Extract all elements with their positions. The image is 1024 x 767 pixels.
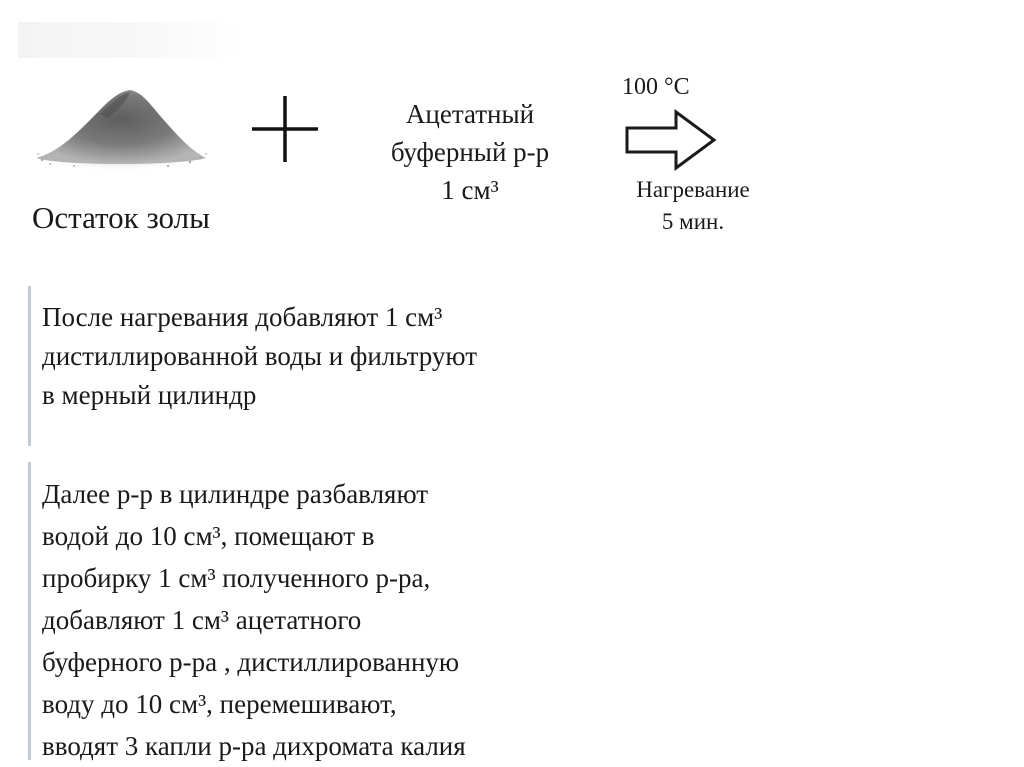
step1-line: дистиллированной воды и фильтруют xyxy=(42,341,477,371)
ash-label: Остаток золы xyxy=(32,200,210,235)
temperature-label: 100 °C xyxy=(622,74,690,100)
step2-line: вводят 3 капли р-ра дихромата калия xyxy=(42,731,466,761)
step1-line: в мерный цилиндр xyxy=(42,380,257,410)
ash-pile-icon xyxy=(30,78,210,174)
step2-line: водой до 10 см³, помещают в xyxy=(42,521,375,551)
reagent-line: Ацетатный xyxy=(405,99,535,129)
reagent-line: 1 см³ xyxy=(441,175,499,205)
step2-line: пробирку 1 см³ полученного р-ра, xyxy=(42,563,431,593)
step1-line: После нагревания добавляют 1 см³ xyxy=(42,302,443,332)
condition-line: 5 мин. xyxy=(661,209,725,234)
plus-icon xyxy=(248,92,322,166)
arrow-right-icon xyxy=(624,108,718,172)
step2-line: Далее р-р в цилиндре разбавляют xyxy=(42,479,429,509)
step1-text xyxy=(42,298,477,415)
header-shade xyxy=(18,22,242,58)
reagent-label xyxy=(360,95,580,209)
step2-text xyxy=(42,473,466,767)
step2-line: буферного р-ра , дистиллированную xyxy=(42,647,460,677)
step2-line: воду до 10 см³, перемешивают, xyxy=(42,689,397,719)
heating-condition xyxy=(610,174,776,238)
step1-accent-bar xyxy=(28,286,31,446)
condition-line: Нагревание xyxy=(636,177,750,202)
reagent-line: буферный р-р xyxy=(390,137,550,167)
step2-line: добавляют 1 см³ ацетатного xyxy=(42,605,362,635)
step2-accent-bar xyxy=(28,462,31,760)
